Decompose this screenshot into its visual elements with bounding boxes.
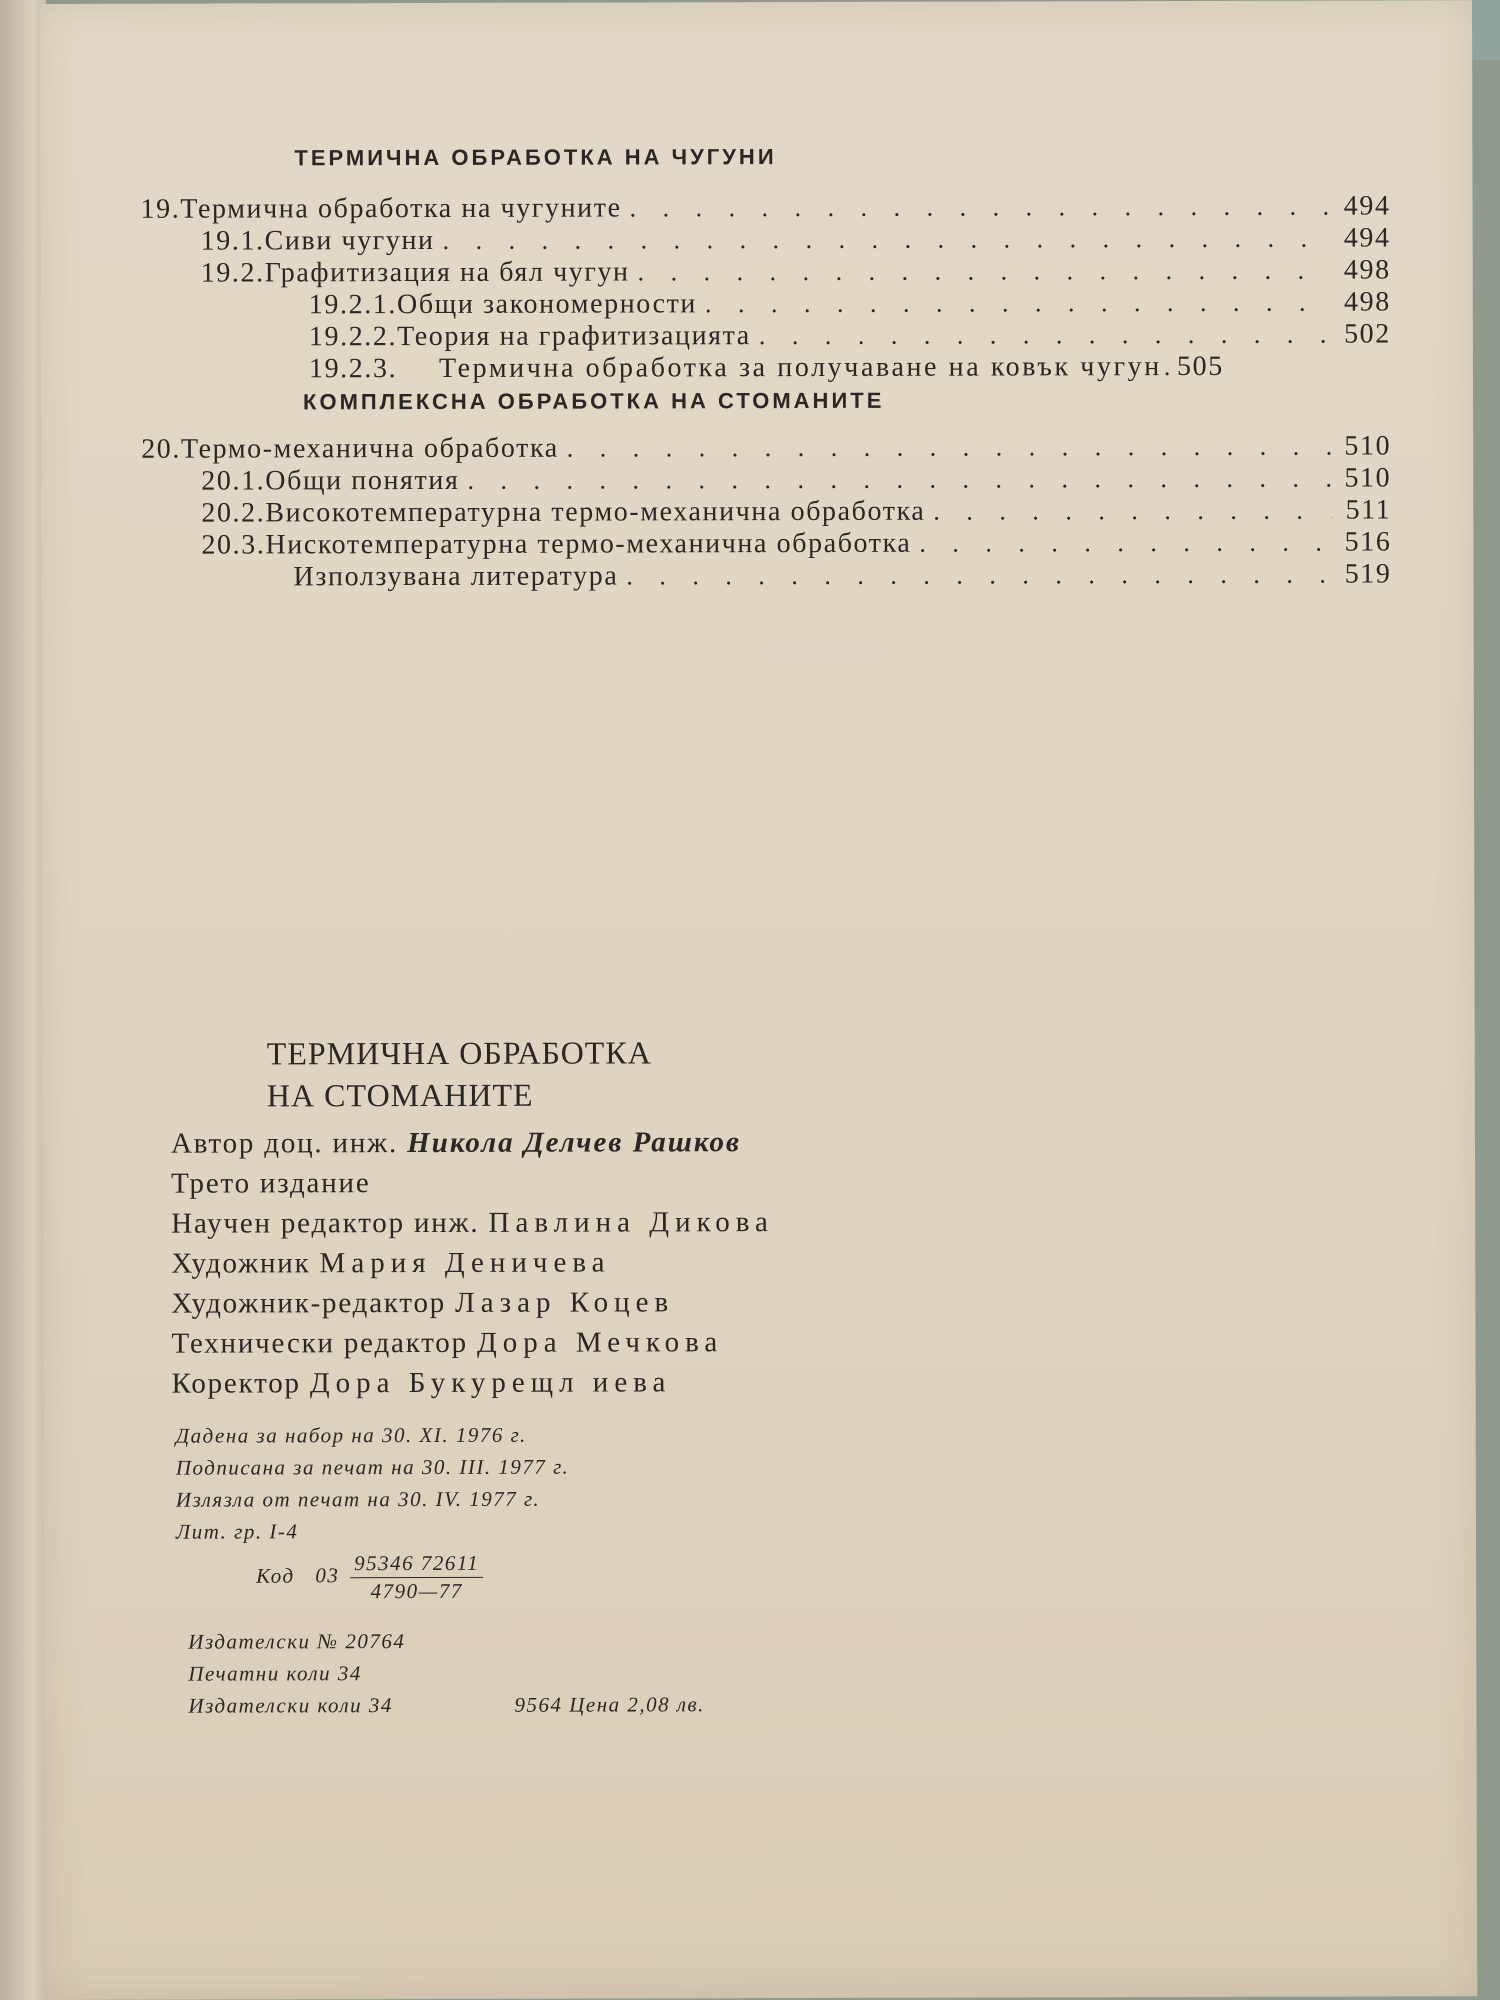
toc-entry-number: 20.2. — [201, 497, 266, 529]
toc-entry-number: 20.1. — [201, 465, 266, 497]
dot-leader — [919, 528, 1331, 559]
toc-entry-title: Графитизация на бял чугун — [264, 256, 630, 289]
background-left-edge — [0, 0, 46, 2000]
toc-entry-title: Общи понятия — [265, 464, 460, 497]
code-prefix: 03 — [315, 1563, 340, 1588]
credit-edition — [171, 1167, 371, 1201]
code-denominator: 4790—77 — [370, 1578, 463, 1604]
lit-group: Лит. гр. I-4 — [175, 1519, 299, 1544]
toc-entry-19-2-1 — [309, 286, 1391, 321]
toc-entry-number: 19. — [140, 193, 181, 225]
credit-label: Научен редактор инж. — [171, 1206, 480, 1240]
credit-author — [171, 1126, 741, 1160]
dot-leader — [759, 320, 1331, 351]
price-line: 9564 Цена 2,08 лв. — [514, 1692, 705, 1717]
credit-scientific-editor — [171, 1206, 774, 1241]
toc-entry-20-2 — [201, 494, 1391, 529]
credit-value: Дора Букурещл иева — [309, 1366, 672, 1400]
credit-value: Павлина Дикова — [488, 1206, 774, 1239]
toc-entry-number: 20.3. — [201, 529, 266, 561]
toc-entry-20-1 — [201, 462, 1391, 497]
toc-entry-title: Общи закономерности — [396, 288, 698, 321]
toc-entry-number: 19.1. — [200, 225, 265, 257]
code-block — [256, 1551, 483, 1605]
imprint-title-line2: НА СТОМАНИТЕ — [266, 1076, 534, 1114]
toc-entry-20-3 — [201, 526, 1391, 561]
dot-leader — [567, 432, 1331, 464]
credit-value: Никола Делчев Рашков — [407, 1126, 741, 1160]
credit-value: Дора Мечкова — [476, 1326, 724, 1359]
toc-entry-19-2 — [201, 254, 1391, 289]
toc-entry-page: 505 — [1176, 350, 1224, 383]
toc-entry-title: Термо-механична обработка — [180, 432, 559, 465]
code-label: Код — [256, 1563, 295, 1588]
dot-leader — [1164, 352, 1170, 382]
toc-entry-19 — [140, 190, 1390, 225]
dot-leader — [626, 560, 1331, 592]
toc-entry-title: Използувана литература — [293, 560, 619, 593]
toc-entry-title: Сиви чугуни — [264, 224, 435, 257]
toc-entry-19-2-3 — [309, 350, 1391, 385]
date-published: Излязла от печат на 30. IV. 1977 г. — [175, 1486, 541, 1512]
section-heading-cast-iron: ТЕРМИЧНА ОБРАБОТКА НА ЧУГУНИ — [294, 144, 777, 171]
toc-entry-number: 19.2. — [200, 257, 265, 289]
toc-entry-number: 20. — [141, 433, 182, 465]
print-sheets: Печатни коли 34 — [188, 1661, 362, 1686]
toc-entry-title: Термична обработка за получаване на ковък чугун — [438, 351, 1162, 384]
date-typeset: Дадена за набор на 30. XI. 1976 г. — [175, 1422, 527, 1448]
credit-label: Коректор — [171, 1367, 301, 1400]
credit-label: Художник — [171, 1247, 311, 1280]
dot-leader — [638, 256, 1331, 288]
credit-label: Художник-редактор — [171, 1286, 447, 1320]
dot-leader — [705, 288, 1331, 320]
credit-artist — [171, 1247, 610, 1281]
publisher-number: Издателски № 20764 — [188, 1629, 406, 1654]
toc-entry-number: 19.2.2. — [308, 321, 398, 353]
toc-entry-page: 502 — [1344, 318, 1391, 350]
imprint-title-line1: ТЕРМИЧНА ОБРАБОТКА — [266, 1034, 652, 1072]
toc-entry-page: 519 — [1344, 558, 1392, 590]
dot-leader — [933, 496, 1331, 527]
toc-entry-page: 516 — [1344, 526, 1392, 558]
toc-entry-title: Нискотемпературна термо-механична обработка — [265, 527, 912, 561]
credit-proofreader — [172, 1366, 672, 1400]
credit-art-editor — [171, 1286, 674, 1320]
credit-label: Технически редактор — [171, 1326, 468, 1360]
toc-entry-19-1 — [201, 222, 1391, 257]
toc-entry-page: 494 — [1343, 190, 1391, 222]
dot-leader — [630, 192, 1331, 224]
credit-technical-editor — [171, 1326, 723, 1360]
code-fraction — [350, 1551, 483, 1604]
credit-label: Трето издание — [171, 1167, 371, 1200]
toc-entry-page: 510 — [1344, 430, 1392, 462]
toc-entry-references — [293, 558, 1391, 593]
toc-entry-page: 498 — [1343, 254, 1391, 286]
toc-entry-title: Високотемпературна термо-механична обработка — [265, 495, 926, 529]
book-page — [40, 0, 1477, 2000]
section-heading-complex-treatment: КОМПЛЕКСНА ОБРАБОТКА НА СТОМАНИТЕ — [303, 387, 885, 415]
credit-value: Лазар Коцев — [455, 1286, 675, 1319]
toc-entry-20 — [141, 430, 1391, 465]
toc-entry-page: 494 — [1343, 222, 1391, 254]
toc-entry-19-2-2 — [309, 318, 1391, 353]
toc-entry-page: 510 — [1344, 462, 1392, 494]
toc-entry-number: 19.2.3. — [308, 353, 398, 385]
credit-value: Мария Деничева — [319, 1246, 611, 1280]
toc-entry-title: Теория на графитизацията — [397, 320, 751, 353]
dot-leader — [467, 464, 1331, 496]
toc-entry-number: 19.2.1. — [308, 289, 398, 321]
date-signed-print: Подписана за печат на 30. III. 1977 г. — [175, 1454, 570, 1480]
code-numerator: 95346 72611 — [350, 1551, 483, 1578]
toc-entry-title: Термична обработка на чугуните — [180, 192, 622, 225]
credit-label: Автор доц. инж. — [170, 1127, 399, 1160]
dot-leader — [443, 224, 1331, 256]
toc-entry-page: 498 — [1343, 286, 1391, 318]
publisher-sheets: Издателски коли 34 — [188, 1693, 393, 1718]
toc-entry-page: 511 — [1345, 494, 1392, 526]
